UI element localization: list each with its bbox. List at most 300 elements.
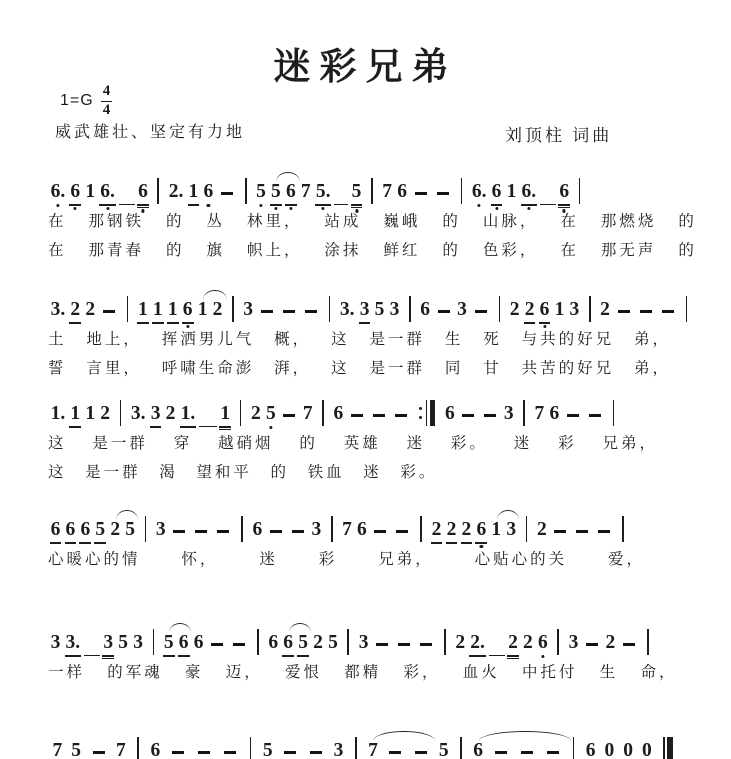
lyric-group: 彩 xyxy=(318,551,338,568)
note: 2 xyxy=(455,631,466,653)
duration-underline xyxy=(491,204,503,205)
note: 3 xyxy=(243,298,254,320)
note: 2 xyxy=(605,631,616,653)
notes-row xyxy=(48,394,697,424)
note: 2 xyxy=(525,300,535,321)
slur-arc xyxy=(169,623,191,633)
beam-underline xyxy=(199,426,217,427)
note: 6 xyxy=(420,298,430,320)
dash xyxy=(374,530,386,533)
lyric-group: 色彩， xyxy=(482,242,539,259)
lyric-group: 挥洒男儿气 xyxy=(161,331,255,348)
note: 1 xyxy=(85,402,96,424)
dash xyxy=(270,530,282,533)
note: 2. xyxy=(168,180,184,202)
lyric-group: 帜上， xyxy=(246,242,303,259)
octave-dot xyxy=(478,204,481,207)
dash xyxy=(221,192,233,195)
note: 1 xyxy=(138,300,148,321)
dash xyxy=(217,530,229,533)
note: 2. xyxy=(470,633,485,654)
music-system xyxy=(48,172,697,260)
barline xyxy=(589,296,591,322)
note: 7 xyxy=(300,180,311,202)
lyric-group: 兄弟， xyxy=(378,551,434,568)
dash xyxy=(475,310,487,313)
time-signature-numerator: 4 xyxy=(101,84,113,102)
dash xyxy=(640,310,652,313)
duration-underline xyxy=(461,542,473,543)
note: 6 xyxy=(585,739,596,759)
lyric-group: 巍峨 xyxy=(383,213,421,230)
duration-underline xyxy=(167,322,179,323)
lyric-group: 迷 xyxy=(363,464,382,481)
barline xyxy=(157,178,159,204)
note: 6. xyxy=(472,182,487,203)
lyrics-row xyxy=(48,547,645,569)
note: 3. xyxy=(50,298,66,320)
note: 1 xyxy=(189,182,199,203)
lyric-group: 兄弟， xyxy=(602,435,658,452)
barline xyxy=(137,737,139,759)
note: 3 xyxy=(506,518,517,540)
thick-barline xyxy=(430,400,436,426)
lyric-group: 彩。 xyxy=(450,435,488,452)
lyric-group: 在 xyxy=(560,213,579,230)
dash xyxy=(93,751,105,754)
lyric-group: 旗 xyxy=(206,242,225,259)
lyric-group: 与共的好兄 xyxy=(521,331,615,348)
lyric-group: 豪 xyxy=(185,664,204,681)
note: 2 xyxy=(110,520,120,541)
lyrics-row xyxy=(48,356,671,378)
duration-underline xyxy=(180,426,197,427)
note: 3 xyxy=(155,518,166,540)
note: 5 xyxy=(71,739,81,759)
lyric-group: 的 xyxy=(442,242,461,259)
note: 7 xyxy=(116,739,126,759)
note: 2 xyxy=(251,402,261,424)
note: 5 xyxy=(262,739,273,759)
note: 6 xyxy=(252,518,263,540)
note: 3. xyxy=(339,298,355,320)
beam-underline xyxy=(540,204,556,205)
song-title: 迷彩兄弟 xyxy=(273,47,458,88)
octave-dot xyxy=(207,204,210,207)
lyric-group: 山脉， xyxy=(482,213,539,230)
slur-arc xyxy=(203,290,227,300)
notes-row xyxy=(48,290,697,320)
octave-dot xyxy=(56,204,59,207)
note: 2 xyxy=(600,298,610,320)
dash xyxy=(586,643,598,646)
note: 5 xyxy=(352,182,362,203)
dash xyxy=(284,751,296,754)
duration-underline xyxy=(539,322,551,323)
note: 6 xyxy=(283,633,293,654)
key-signature xyxy=(60,84,112,119)
note: 2 xyxy=(447,520,457,541)
lyric-group: 迷 xyxy=(406,435,426,452)
dash xyxy=(351,414,363,417)
note: 6 xyxy=(138,182,148,203)
duration-underline xyxy=(137,204,149,205)
thin-barline xyxy=(426,400,428,426)
note: 6 xyxy=(80,520,90,541)
slur-arc xyxy=(373,731,435,741)
duration-underline xyxy=(178,655,190,656)
note: 6 xyxy=(70,182,80,203)
note: 1 xyxy=(491,520,501,541)
barline xyxy=(331,516,333,542)
dash xyxy=(589,414,601,417)
duration-underline xyxy=(79,542,91,543)
note: 6 xyxy=(66,520,76,541)
duration-underline xyxy=(163,655,175,656)
note: 5 xyxy=(266,404,276,425)
barline xyxy=(686,296,688,322)
note: 6 xyxy=(203,182,213,203)
lyric-group: 渴 xyxy=(159,464,178,481)
note: 6 xyxy=(559,182,569,203)
dash xyxy=(376,643,388,646)
duration-underline xyxy=(99,204,116,205)
note: 2 xyxy=(508,633,518,654)
note: 2 xyxy=(462,520,472,541)
barline xyxy=(499,296,501,322)
rest-note: 0 xyxy=(641,739,652,759)
thin-barline xyxy=(663,737,665,759)
notation-area xyxy=(48,172,697,759)
duration-underline xyxy=(65,542,77,543)
barline xyxy=(145,516,147,542)
duration-underline xyxy=(102,655,114,656)
note: 3 xyxy=(569,298,580,320)
duration-underline xyxy=(507,658,519,659)
lyric-group: 甘 xyxy=(483,360,502,377)
final-barline xyxy=(663,737,673,759)
composer-credit: 刘顶柱 词曲 xyxy=(505,126,613,145)
dash xyxy=(567,414,579,417)
note: 5 xyxy=(328,631,338,653)
note: 6 xyxy=(179,633,189,654)
dash xyxy=(198,751,210,754)
lyric-group: 丛 xyxy=(206,213,225,230)
note: 6. xyxy=(522,182,537,203)
lyric-group: 地上， xyxy=(86,331,142,348)
note: 3 xyxy=(503,402,514,424)
note: 3 xyxy=(389,298,400,320)
slur-arc xyxy=(116,510,138,520)
dash xyxy=(173,530,185,533)
lyric-group: 共苦的好兄 xyxy=(521,360,615,377)
slur-arc xyxy=(497,510,519,520)
note: 3 xyxy=(133,631,143,653)
barline xyxy=(322,400,324,426)
note: 5 xyxy=(118,631,129,653)
lyrics-row xyxy=(48,660,678,682)
barline xyxy=(444,629,446,655)
note: 3 xyxy=(50,631,61,653)
music-system xyxy=(48,290,697,378)
slur-arc xyxy=(289,623,311,633)
lyric-group: 这 xyxy=(331,360,350,377)
note: 2 xyxy=(536,518,547,540)
duration-underline xyxy=(152,322,164,323)
lyric-group: 那燃烧 xyxy=(600,213,657,230)
note: 5 xyxy=(374,298,385,320)
dash xyxy=(495,751,507,754)
barline xyxy=(257,629,259,655)
barline xyxy=(613,400,615,426)
lyric-group: 是一群 xyxy=(85,464,141,481)
duration-underline xyxy=(270,204,282,205)
note: 6 xyxy=(150,739,161,759)
duration-underline xyxy=(182,322,194,323)
dash xyxy=(211,643,223,646)
note: 3 xyxy=(333,739,344,759)
lyric-group: 同 xyxy=(444,360,464,377)
duration-underline xyxy=(219,429,231,430)
dash xyxy=(103,310,115,313)
dash xyxy=(233,643,245,646)
note: 2 xyxy=(165,402,176,424)
lyric-group: 望和平 xyxy=(196,464,252,481)
dash xyxy=(547,751,559,754)
note: 2 xyxy=(313,631,323,653)
barline xyxy=(127,296,129,322)
note: 6 xyxy=(538,633,548,654)
music-system xyxy=(48,623,697,682)
lyric-group: 心贴心的关 xyxy=(474,551,568,568)
note: 3. xyxy=(66,633,81,654)
lyric-group: 穿 xyxy=(173,435,193,452)
key-text: 1=G xyxy=(60,92,94,110)
lyric-group: 言里， xyxy=(86,360,142,377)
lyric-group: 血火 xyxy=(462,664,500,681)
note: 6 xyxy=(51,520,61,541)
note: 6 xyxy=(492,182,502,203)
thick-barline xyxy=(667,737,673,759)
lyric-group: 的 xyxy=(165,213,185,230)
lyric-group: 越硝烟 xyxy=(218,435,274,452)
lyric-group: 都精 xyxy=(344,664,382,681)
lyric-group: 是一群 xyxy=(369,331,425,348)
lyrics-row xyxy=(48,327,671,349)
dash xyxy=(484,414,496,417)
lyric-group: 概， xyxy=(274,331,312,348)
dash xyxy=(420,643,432,646)
note: 2 xyxy=(70,300,80,321)
beam-underline xyxy=(84,655,100,656)
dash xyxy=(598,530,610,533)
lyrics-row xyxy=(48,431,658,453)
lyric-group: 迈， xyxy=(225,664,263,681)
duration-underline xyxy=(137,322,149,323)
note: 1 xyxy=(85,180,96,202)
duration-underline xyxy=(351,207,363,208)
lyric-group: 的 xyxy=(165,242,185,259)
note: 7 xyxy=(302,402,313,424)
duration-underline xyxy=(137,207,149,208)
lyric-group: 林里， xyxy=(246,213,303,230)
lyric-group: 的 xyxy=(270,464,290,481)
note: 5 xyxy=(271,182,281,203)
note: 1 xyxy=(220,404,230,425)
duration-underline xyxy=(475,542,487,543)
dash xyxy=(292,530,304,533)
beam-underline xyxy=(334,204,348,205)
dash xyxy=(576,530,588,533)
notes-row xyxy=(48,172,697,202)
lyric-group: 爱恨 xyxy=(285,664,323,681)
note: 6 xyxy=(549,402,560,424)
lyric-group: 誓 xyxy=(48,360,67,377)
note: 1 xyxy=(506,180,517,202)
lyric-group: 的军魂 xyxy=(107,664,163,681)
barline xyxy=(329,296,331,322)
dash xyxy=(462,414,474,417)
lyric-group: 那钢铁 xyxy=(88,213,144,230)
duration-underline xyxy=(431,542,443,543)
note: 3. xyxy=(130,402,146,424)
note: 1. xyxy=(50,402,66,424)
end-repeat-barline xyxy=(419,400,435,426)
duration-underline xyxy=(521,204,538,205)
note: 6 xyxy=(183,300,193,321)
lyric-group: 在 xyxy=(560,242,579,259)
dash xyxy=(283,310,295,313)
lyric-group: 在 xyxy=(48,213,67,230)
time-signature-denominator: 4 xyxy=(102,101,111,118)
duration-underline xyxy=(188,204,200,205)
lyric-group: 命， xyxy=(640,664,678,681)
note: 7 xyxy=(382,180,393,202)
note: 2 xyxy=(100,402,111,424)
repeat-dots-icon xyxy=(419,405,422,422)
dash xyxy=(398,643,410,646)
rest-note: 0 xyxy=(604,739,615,759)
dash xyxy=(623,643,635,646)
lyric-group: 生 xyxy=(444,331,464,348)
duration-underline xyxy=(94,542,106,543)
octave-dot xyxy=(541,655,544,658)
note: 1 xyxy=(554,298,565,320)
duration-underline xyxy=(285,204,297,205)
dash xyxy=(195,530,207,533)
note: 2 xyxy=(432,520,442,541)
rest-note: 0 xyxy=(623,739,633,759)
note: 6 xyxy=(193,631,204,653)
note: 5 xyxy=(125,518,136,540)
barline xyxy=(250,737,252,759)
music-system xyxy=(48,394,697,482)
note: 5 xyxy=(298,633,308,654)
notes-row xyxy=(48,510,697,540)
duration-underline xyxy=(297,655,309,656)
lyrics-row xyxy=(48,238,697,260)
lyric-group: 爱， xyxy=(608,551,646,568)
note: 2 xyxy=(509,298,520,320)
lyric-group: 是一群 xyxy=(92,435,148,452)
duration-underline xyxy=(69,204,81,205)
barline xyxy=(557,629,559,655)
dash xyxy=(396,530,408,533)
note: 2 xyxy=(523,631,533,653)
note: 6 xyxy=(476,520,486,541)
note: 5 xyxy=(164,633,174,654)
barline xyxy=(460,737,462,759)
lyric-group: 是一群 xyxy=(369,360,425,377)
barline xyxy=(420,516,422,542)
note: 1 xyxy=(153,300,163,321)
note: 5 xyxy=(256,182,266,203)
note: 6 xyxy=(444,402,455,424)
lyric-group: 一样 xyxy=(48,664,86,681)
duration-underline xyxy=(446,542,458,543)
note: 6 xyxy=(268,631,279,653)
barline xyxy=(526,516,528,542)
note: 3 xyxy=(568,631,579,653)
lyrics-row xyxy=(48,460,437,482)
duration-underline xyxy=(282,655,294,656)
beam-underline xyxy=(119,204,135,205)
lyric-group: 呼啸生命澎 xyxy=(161,360,255,377)
note: 3 xyxy=(358,631,369,653)
note: 6 xyxy=(286,182,296,203)
dash xyxy=(389,751,401,754)
note: 3 xyxy=(360,300,370,321)
duration-underline xyxy=(558,204,570,205)
note: 1 xyxy=(198,300,208,321)
note: 2 xyxy=(212,298,223,320)
slur-arc xyxy=(276,172,300,182)
lyric-group: 那青春 xyxy=(88,242,144,259)
lyric-group: 的 xyxy=(678,242,697,259)
music-system xyxy=(48,731,697,759)
barline xyxy=(355,737,357,759)
octave-dot xyxy=(259,204,262,207)
lyric-group: 彩。 xyxy=(400,464,438,481)
lyric-group: 铁血 xyxy=(307,464,345,481)
note: 7 xyxy=(342,518,352,540)
duration-underline xyxy=(558,207,570,208)
lyric-group: 英雄 xyxy=(343,435,381,452)
lyric-group: 土 xyxy=(48,331,67,348)
dash xyxy=(172,751,184,754)
lyric-group: 的 xyxy=(299,435,318,452)
lyric-group: 弟， xyxy=(634,360,672,377)
barline xyxy=(241,516,243,542)
lyric-group: 生 xyxy=(599,664,619,681)
lyric-group: 死 xyxy=(483,331,502,348)
dash xyxy=(373,414,385,417)
octave-dot xyxy=(269,426,272,429)
note: 6 xyxy=(357,518,367,540)
dash xyxy=(283,414,295,417)
barline xyxy=(347,629,349,655)
barline xyxy=(232,296,234,322)
duration-underline xyxy=(69,426,81,427)
lyric-group: 的 xyxy=(678,213,697,230)
dash xyxy=(438,310,450,313)
note: 3 xyxy=(457,298,467,320)
tempo-marking: 威武雄壮、坚定有力地 xyxy=(55,124,246,141)
duration-underline xyxy=(102,658,114,659)
dash xyxy=(310,751,322,754)
duration-underline xyxy=(150,426,162,427)
lyric-group: 心暖心的情 xyxy=(48,551,141,568)
